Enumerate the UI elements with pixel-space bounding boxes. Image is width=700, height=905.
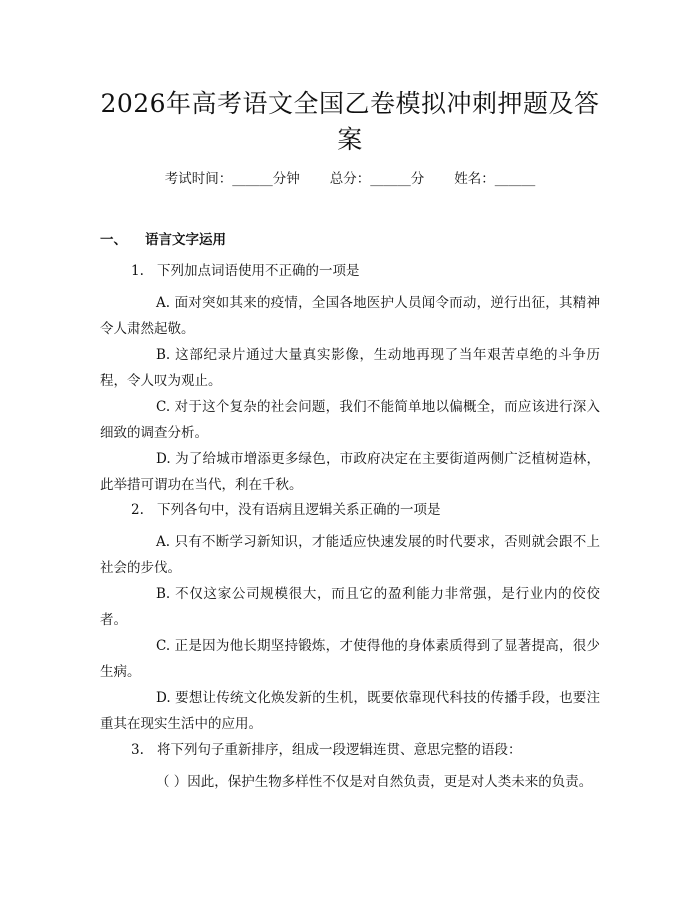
question-text: 将下列句子重新排序，组成一段逻辑连贯、意思完整的语段： xyxy=(157,742,522,758)
q1-option-d: D. 为了给城市增添更多绿色，市政府决定在主要街道两侧广泛植树造林，此举措可谓功在当代，利在千秋。 xyxy=(100,451,600,493)
q1-option-b: B. 这部纪录片通过大量真实影像，生动地再现了当年艰苦卓绝的斗争历程，令人叹为观止。 xyxy=(100,347,600,389)
time-label: 考试时间： xyxy=(164,171,233,187)
name-blank: ______ xyxy=(494,171,536,187)
score-unit: 分 xyxy=(410,171,425,187)
question-number: 2. xyxy=(131,502,144,518)
question-text: 下列各句中，没有语病且逻辑关系正确的一项是 xyxy=(157,502,441,518)
time-blank: ______ xyxy=(232,171,273,187)
question-1-stem xyxy=(131,261,360,281)
q1-option-c: C. 对于这个复杂的社会问题，我们不能简单地以偏概全，而应该进行深入细致的调查分析。 xyxy=(100,399,600,441)
q2-option-d: D. 要想让传统文化焕发新的生机，既要依靠现代科技的传播手段，也要注重其在现实生活中的应用。 xyxy=(100,690,600,732)
q3-sentence-1: （ ）因此，保护生物多样性不仅是对自然负责，更是对人类未来的负责。 xyxy=(156,774,593,790)
score-label: 总分： xyxy=(329,171,371,187)
score-blank: ______ xyxy=(370,171,411,187)
section-number: 一、 xyxy=(100,232,127,248)
name-label: 姓名： xyxy=(454,171,495,187)
section-title: 语言文字运用 xyxy=(145,232,226,248)
question-number: 1. xyxy=(131,263,144,279)
question-text: 下列加点词语使用不正确的一项是 xyxy=(157,263,360,279)
exam-info-line xyxy=(0,169,700,189)
q2-option-b: B. 不仅这家公司规模很大，而且它的盈利能力非常强，是行业内的佼佼者。 xyxy=(100,586,600,628)
q1-option-a: A. 面对突如其来的疫情，全国各地医护人员闻令而动，逆行出征，其精神令人肃然起敬。 xyxy=(100,295,600,337)
question-number: 3. xyxy=(131,742,144,758)
question-2-stem xyxy=(131,500,441,520)
time-unit: 分钟 xyxy=(272,171,300,187)
q2-option-a: A. 只有不断学习新知识，才能适应快速发展的时代要求，否则就会跟不上社会的步伐。 xyxy=(100,534,600,576)
question-3-stem xyxy=(131,740,522,760)
section-heading xyxy=(100,230,226,250)
q2-option-c: C. 正是因为他长期坚持锻炼，才使得他的身体素质得到了显著提高，很少生病。 xyxy=(100,638,600,680)
document-title: 2026年高考语文全国乙卷模拟冲刺押题及答案 xyxy=(100,89,600,154)
